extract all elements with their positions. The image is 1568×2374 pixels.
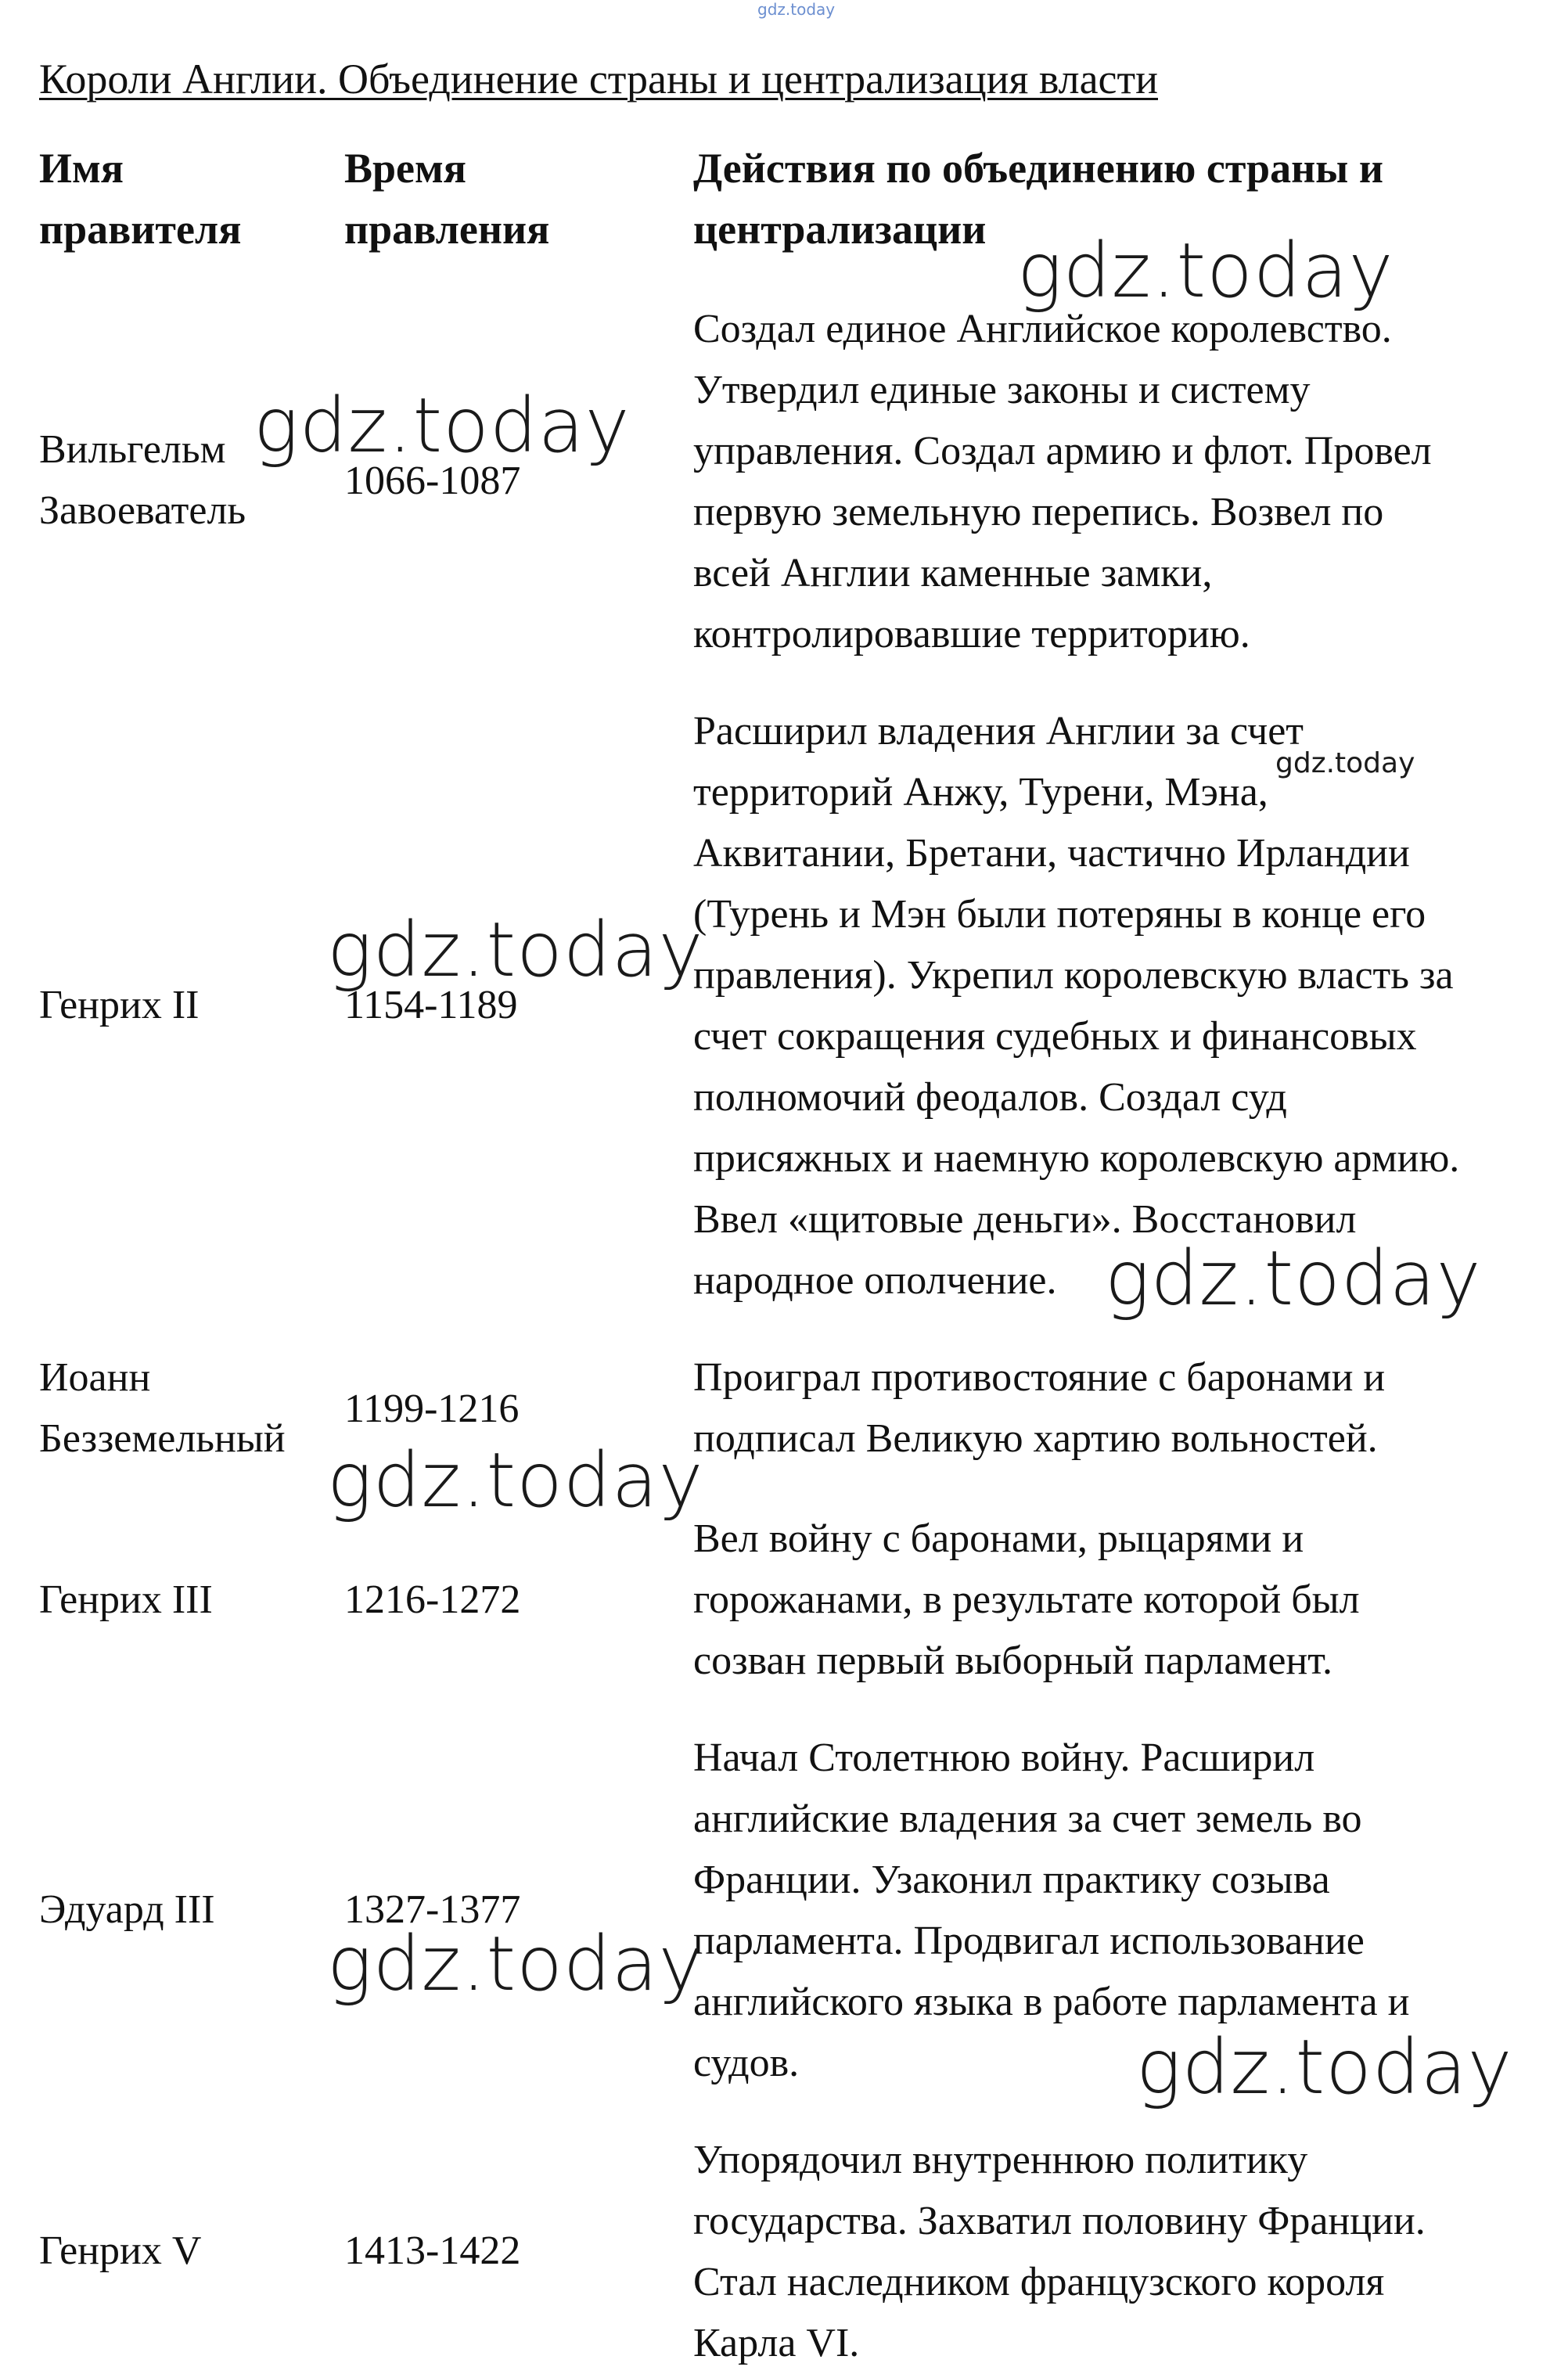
row-5-deeds-line: английского языка в работе парламента и — [693, 1980, 1410, 2024]
row-5-deeds-line: английские владения за счет земель во — [693, 1797, 1362, 1841]
row-2-deeds-line: полномочий феодалов. Создал суд — [693, 1075, 1287, 1120]
watermark: gdz.today — [1105, 1235, 1482, 1322]
row-3-name — [39, 1347, 336, 1469]
watermark: gdz.today — [254, 382, 631, 469]
header-years-line1: Время — [344, 145, 467, 192]
row-5-years: 1327-1377 — [344, 1887, 521, 1932]
row-5-deeds-line: Начал Столетнюю войну. Расширил — [693, 1736, 1315, 1780]
row-2-name-line: Генрих II — [39, 983, 200, 1027]
row-2-deeds-line: Ввел «щитовые деньги». Восстановил — [693, 1197, 1357, 1242]
document-title: Короли Англии. Объединение страны и централизация власти — [39, 56, 1158, 103]
row-4-years: 1216-1272 — [344, 1577, 521, 1622]
row-5-deeds-line: судов. — [693, 2041, 800, 2085]
row-6-name — [39, 2221, 336, 2282]
row-1-deeds-line: всей Англии каменные замки, — [693, 551, 1213, 595]
row-2-deeds — [693, 701, 1562, 1311]
row-6-name-line: Генрих V — [39, 2228, 202, 2273]
watermark: gdz.today — [327, 1920, 704, 2008]
watermark: gdz.today — [1136, 2023, 1513, 2111]
row-3-years: 1199-1216 — [344, 1387, 520, 1431]
row-3-deeds-line: подписал Великую хартию вольностей. — [693, 1416, 1378, 1461]
row-6-deeds-line: государства. Захватил половину Франции. — [693, 2199, 1426, 2243]
row-2-deeds-line: присяжных и наемную королевскую армию. — [693, 1136, 1460, 1181]
row-2-deeds-line: территорий Анжу, Турени, Мэна, — [693, 770, 1268, 815]
row-2-deeds-line: Расширил владения Англии за счет — [693, 709, 1304, 754]
header-deeds-line1: Действия по объединению страны и — [693, 145, 1383, 192]
row-3-deeds-line: Проиграл противостояние с баронами и — [693, 1355, 1386, 1400]
watermark: gdz.today — [327, 906, 704, 994]
row-5-name-line: Эдуард III — [39, 1887, 215, 1932]
watermark: gdz.today — [327, 1437, 704, 1524]
row-6-years: 1413-1422 — [344, 2228, 521, 2273]
row-1-deeds-line: Утвердил единые законы и систему — [693, 368, 1311, 412]
row-2-deeds-line: (Турень и Мэн были потеряны в конце его — [693, 892, 1426, 937]
row-4-deeds-line: Вел войну с баронами, рыцарями и — [693, 1516, 1304, 1561]
watermark: gdz.today — [1275, 747, 1415, 779]
row-2-deeds-line: счет сокращения судебных и финансовых — [693, 1014, 1417, 1059]
row-2-name — [39, 975, 336, 1036]
row-3-name-line: Безземельный — [39, 1416, 286, 1461]
header-name-line2: правителя — [39, 206, 242, 253]
row-4-name — [39, 1570, 336, 1631]
row-5-deeds-line: Франции. Узаконил практику созыва — [693, 1858, 1330, 1902]
row-3-deeds — [693, 1347, 1562, 1469]
row-1-name-line: Вильгельм — [39, 427, 226, 472]
row-6-deeds-line: Упорядочил внутреннюю политику — [693, 2138, 1308, 2182]
row-5-name — [39, 1879, 336, 1941]
row-2-deeds-line: Аквитании, Бретани, частично Ирландии — [693, 831, 1410, 876]
row-1-deeds — [693, 299, 1562, 665]
row-2-deeds-line: народное ополчение. — [693, 1258, 1057, 1303]
row-2-years: 1154-1189 — [344, 983, 518, 1027]
row-1-name-line: Завоеватель — [39, 488, 246, 533]
header-deeds-line2: централизации — [693, 206, 987, 253]
row-4-name-line: Генрих III — [39, 1577, 213, 1622]
row-1-deeds-line: Создал единое Английское королевство. — [693, 307, 1392, 351]
row-1-years: 1066-1087 — [344, 459, 521, 503]
row-6-deeds-line: Карла VI. — [693, 2321, 860, 2365]
row-2-deeds-line: правления). Укрепил королевскую власть за — [693, 953, 1454, 998]
row-4-deeds-line: созван первый выборный парламент. — [693, 1638, 1333, 1683]
row-4-deeds — [693, 1509, 1562, 1692]
row-6-deeds — [693, 2130, 1562, 2374]
row-4-deeds-line: горожанами, в результате которой был — [693, 1577, 1360, 1622]
row-3-name-line: Иоанн — [39, 1355, 151, 1400]
header-years — [344, 138, 673, 260]
header-name — [39, 138, 336, 260]
row-1-deeds-line: первую земельную перепись. Возвел по — [693, 490, 1384, 534]
row-5-deeds-line: парламента. Продвигал использование — [693, 1919, 1365, 1963]
row-1-deeds-line: контролировавшие территорию. — [693, 612, 1250, 656]
watermark: gdz.today — [1017, 227, 1394, 315]
header-name-line1: Имя — [39, 145, 124, 192]
header-years-line2: правления — [344, 206, 550, 253]
row-6-deeds-line: Стал наследником французского короля — [693, 2260, 1385, 2304]
row-1-deeds-line: управления. Создал армию и флот. Провел — [693, 429, 1432, 473]
top-watermark: gdz.today — [757, 0, 836, 19]
